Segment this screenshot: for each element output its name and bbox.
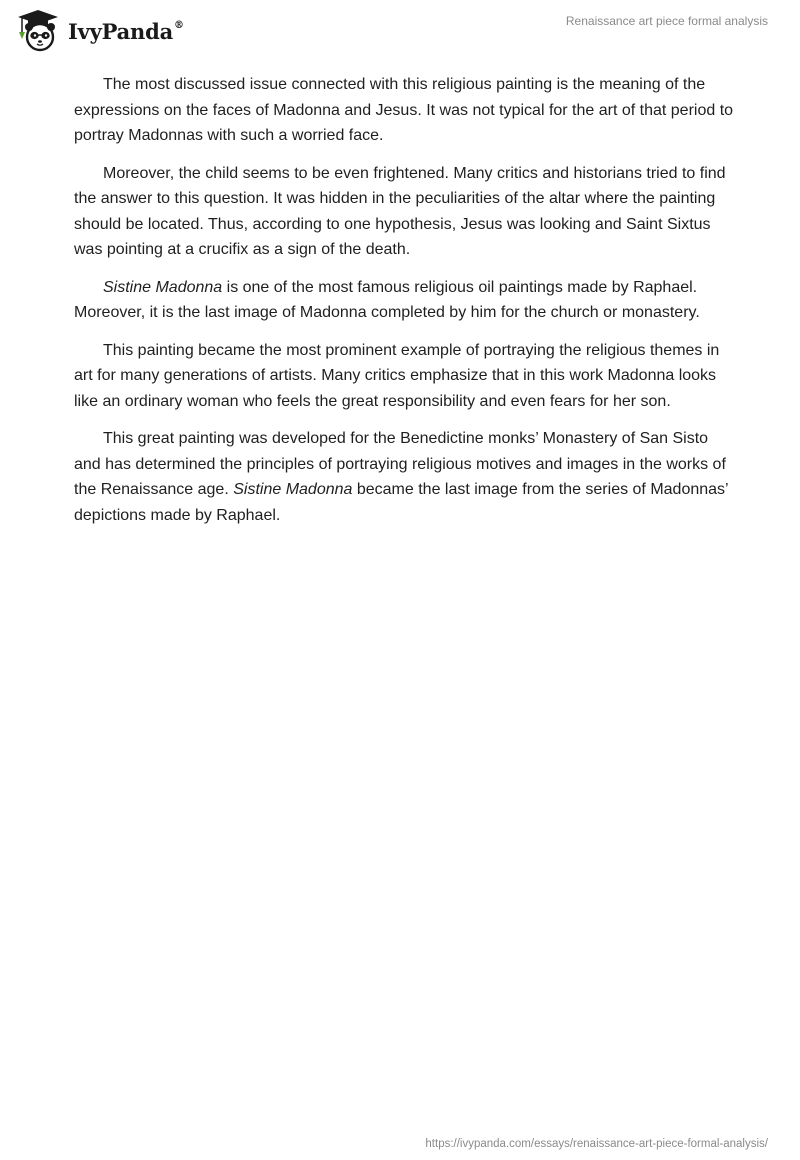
paragraph: Moreover, the child seems to be even frightened. Many critics and historians tried to find the answer to this question. It was hidden in the peculiarities of the altar where the painting should be located. Thus, according to one hypothesis, Jesus was looking and Saint Sixtus was pointing at a crucifix as a sign of the death.: [74, 164, 726, 258]
essay-body: [74, 72, 734, 540]
paragraph: This painting became the most prominent example of portraying the religious themes in art for many generations of artists. Many critics emphasize that in this work Madonna looks like an ordinary woman who feels the great responsibility and even fears for her son.: [74, 341, 720, 410]
ivypanda-logo[interactable]: [14, 8, 184, 52]
paragraph: The most discussed issue connected with this religious painting is the meaning of the expressions on the faces of Madonna and Jesus. It was not typical for the art of that period to portray Madonnas with such a worried face.: [74, 76, 734, 144]
painting-title: Sistine Madonna: [233, 481, 353, 498]
panda-graduate-icon: [14, 8, 62, 52]
painting-title: Sistine Madonna: [103, 278, 223, 296]
source-url[interactable]: https://ivypanda.com/essays/renaissance-art-piece-formal-analysis/: [425, 1138, 768, 1150]
brand-name: IvyPanda®: [68, 18, 184, 44]
paragraph: Sistine Madonna is one of the most famous religious oil paintings made by Raphael. Moreover, it is the last image of Madonna completed by him for the church or monastery.: [74, 278, 700, 321]
page-header: [0, 0, 800, 60]
paragraph: This great painting was developed for the Benedictine monks’ Monastery of San Sisto and has determined the principles of portraying religious motives and images in the works of the Renaissance age. Sistine Madonna became the last image from the series of Madonnas’ depictions made by Raphael.: [74, 430, 728, 524]
document-title: Renaissance art piece formal analysis: [565, 14, 768, 28]
